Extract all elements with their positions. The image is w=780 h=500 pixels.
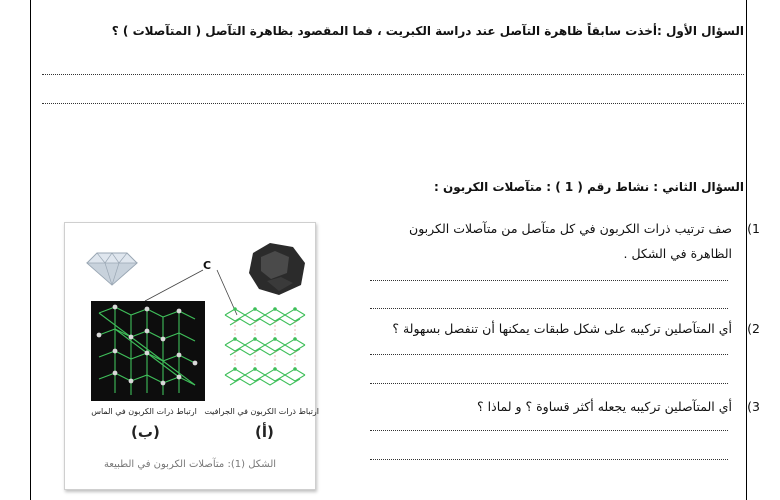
answer-line[interactable]: [370, 308, 728, 309]
diamond-gem-icon: [87, 253, 137, 285]
item-3-text: أي المتآصلين تركيبه يجعله أكثر قساوة ؟ و لماذا ؟: [477, 399, 732, 414]
answer-line[interactable]: [42, 74, 744, 75]
carbon-allotropes-figure: [64, 222, 319, 490]
carbon-atom-label: C: [203, 259, 212, 272]
graphite-lattice: [225, 309, 305, 385]
figure-illustration: [65, 223, 315, 489]
answer-line[interactable]: [370, 280, 728, 281]
diamond-lattice: [91, 301, 205, 401]
diamond-label: ارتباط ذرات الكربون في الماس: [91, 407, 197, 416]
question-2-title: السؤال الثاني : نشاط رقم ( 1 ) : متآصلات الكربون :: [433, 180, 744, 194]
answer-line[interactable]: [370, 430, 728, 431]
question-1-title: السؤال الأول :أخذت سابقاً ظاهرة التآصل عند دراسة الكبريت ، فما المقصود بظاهرة التآصل ( المتآصلات ) ؟: [111, 24, 744, 38]
graphite-label: ارتباط ذرات الكربون في الجرافيت: [204, 407, 319, 416]
answer-line[interactable]: [42, 103, 744, 104]
figure-caption: الشكل (1): متآصلات الكربون في الطبيعة: [103, 459, 277, 470]
graphite-letter: (أ): [255, 423, 274, 441]
item-1-text: صف ترتيب ذرات الكربون في كل متآصل من متآصلات الكربون: [409, 221, 732, 236]
answer-line[interactable]: [370, 354, 728, 355]
item-2-text: أي المتآصلين تركيبه على شكل طبقات يمكنها أن تنفصل بسهولة ؟: [392, 321, 732, 336]
item-number: 1): [747, 221, 760, 236]
item-number: 3): [747, 399, 760, 414]
answer-line[interactable]: [370, 459, 728, 460]
pointer-line: [145, 270, 203, 301]
item-1-text-cont: الظاهرة في الشكل .: [623, 246, 732, 261]
graphite-rock-icon: [249, 243, 305, 295]
item-number: 2): [747, 321, 760, 336]
answer-line[interactable]: [370, 383, 728, 384]
page-border-right: [746, 0, 747, 500]
page-border-left: [30, 0, 31, 500]
diamond-letter: (ب): [131, 423, 160, 441]
